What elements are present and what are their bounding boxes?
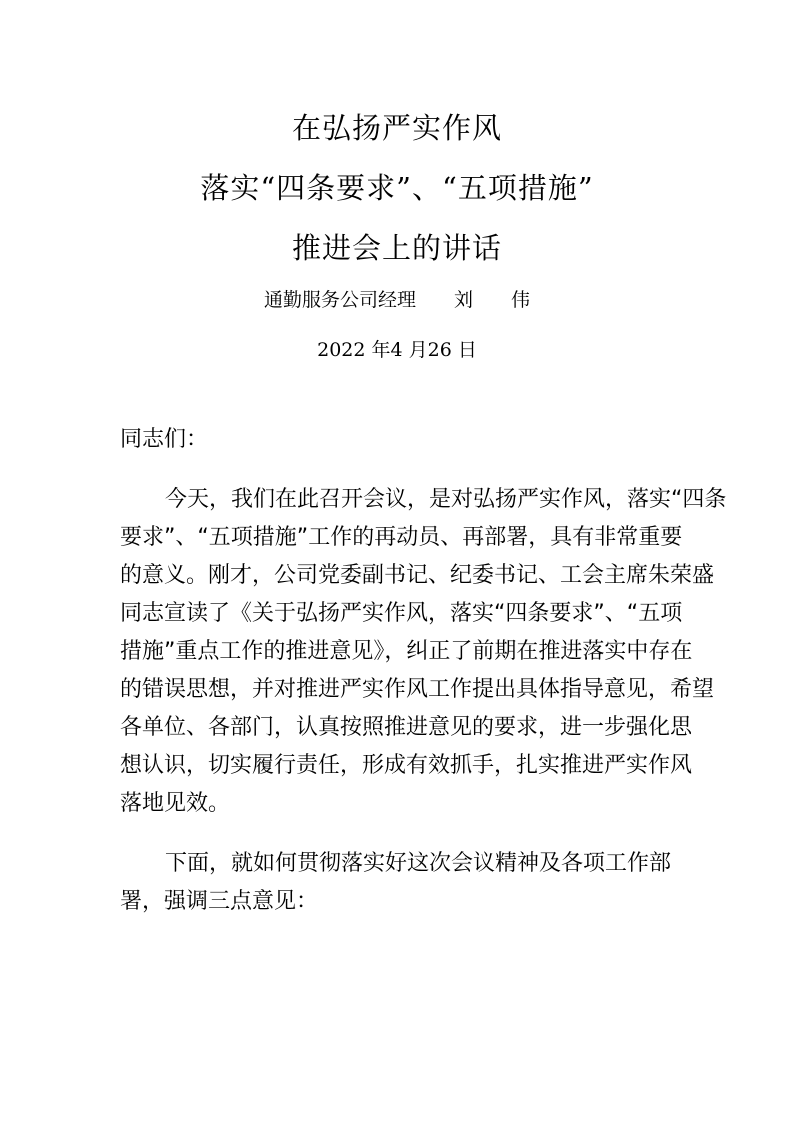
title-line-1: 在弘扬严实作风: [291, 111, 502, 145]
text-line: 署，强调三点意见：: [120, 889, 319, 914]
text-line: 想认识，切实履行责任，形成有效抓手，扎实推进严实作风: [120, 753, 693, 778]
title-line-2: 落实“四条要求”、“五项措施”: [200, 171, 594, 205]
text-line: 的错误思想，并对推进严实作风工作提出具体指导意见，希望: [120, 677, 715, 702]
text-line: 要求”、“五项措施”工作的再动员、再部署，具有非常重要: [120, 525, 683, 550]
salutation: 同志们：: [120, 427, 209, 452]
text-line: 今天，我们在此召开会议，是对弘扬严实作风，落实“四条: [165, 487, 727, 512]
author-line: 通勤服务公司经理 刘 伟: [263, 289, 530, 311]
text-line: 落地见效。: [120, 791, 231, 816]
title-line-3: 推进会上的讲话: [291, 231, 502, 265]
document-body: [120, 421, 727, 921]
text-line: 下面，就如何贯彻落实好这次会议精神及各项工作部: [165, 851, 672, 876]
paragraph-1: [120, 481, 727, 823]
paragraph-2: [120, 845, 700, 921]
text-line: 措施”重点工作的推进意见》，纠正了前期在推进落实中存在: [120, 639, 693, 664]
text-line: 各单位、各部门，认真按照推进意见的要求，进一步强化思: [120, 715, 693, 740]
date-line: 2022 年4 月26 日: [317, 339, 477, 361]
text-line: 同志宣读了《关于弘扬严实作风，落实“四条要求”、“五项: [120, 601, 683, 626]
text-line: 的意义。刚才，公司党委副书记、纪委书记、工会主席朱荣盛: [120, 563, 715, 588]
